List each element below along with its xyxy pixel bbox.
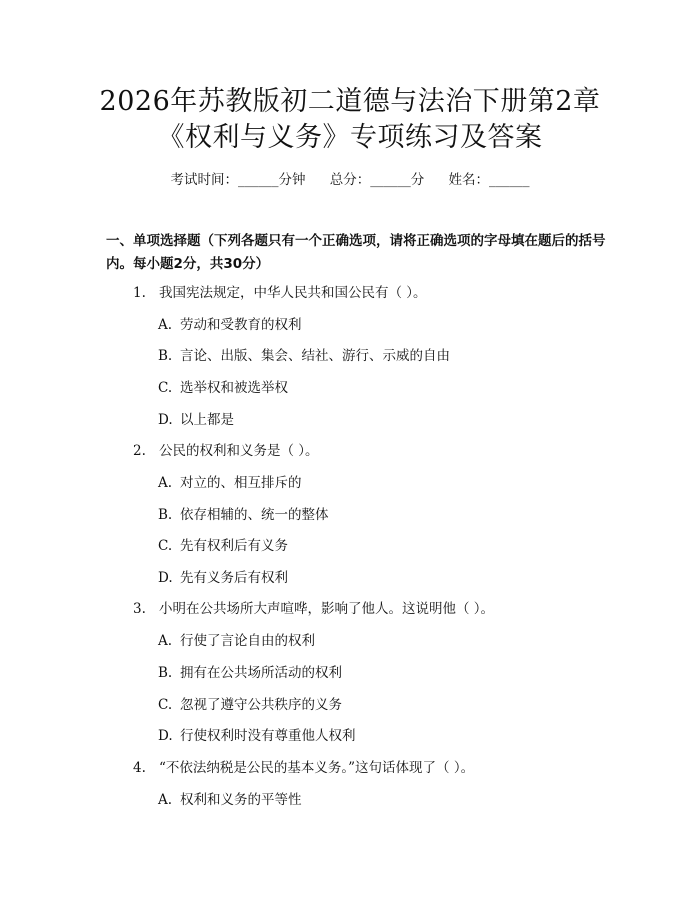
question-text: 我国宪法规定，中华人民共和国公民有（ ）。 — [159, 285, 427, 301]
option-letter: C. — [158, 697, 173, 713]
option-letter: D. — [158, 570, 173, 586]
question-number: 1. — [133, 285, 146, 301]
question-number: 3. — [133, 601, 146, 617]
option-letter: D. — [158, 728, 173, 744]
option-text: 选举权和被选举权 — [180, 380, 288, 396]
option-text: 行使权利时没有尊重他人权利 — [180, 728, 356, 744]
option-3b — [158, 663, 342, 683]
option-letter: C. — [158, 538, 173, 554]
option-3c — [158, 695, 342, 715]
option-1b — [158, 346, 450, 366]
question-1 — [133, 283, 427, 303]
exam-name-field: 姓名：______ — [448, 172, 530, 188]
document-title-line1: 2026年苏教版初二道德与法治下册第2章 — [99, 86, 601, 117]
option-text: 拥有在公共场所活动的权利 — [180, 665, 342, 681]
option-text: 以上都是 — [180, 412, 234, 428]
question-text: 公民的权利和义务是（ ）。 — [159, 443, 319, 459]
option-letter: C. — [158, 380, 173, 396]
option-1d — [158, 410, 234, 430]
option-letter: B. — [158, 507, 173, 523]
document-title-line2: 《权利与义务》专项练习及答案 — [157, 122, 543, 153]
option-text: 依存相辅的、统一的整体 — [180, 507, 329, 523]
exam-time-field: 考试时间：______分钟 — [170, 172, 306, 188]
option-2c — [158, 536, 288, 556]
question-text: 小明在公共场所大声喧哗，影响了他人。这说明他（ ）。 — [159, 601, 495, 617]
question-3 — [133, 599, 494, 619]
option-2a — [158, 473, 302, 493]
option-text: 言论、出版、集会、结社、游行、示威的自由 — [180, 348, 450, 364]
option-3d — [158, 726, 356, 746]
option-text: 行使了言论自由的权利 — [180, 633, 315, 649]
option-3a — [158, 631, 315, 651]
question-4 — [133, 758, 474, 778]
section-heading-single-choice: 一、单项选择题（下列各题只有一个正确选项，请将正确选项的字母填在题后的括号内。每小题2分，共30分） — [106, 233, 606, 272]
option-text: 先有权利后有义务 — [180, 538, 288, 554]
option-1a — [158, 315, 302, 335]
question-number: 4. — [133, 760, 146, 776]
exam-info — [0, 168, 700, 188]
option-1c — [158, 378, 288, 398]
option-text: 忽视了遵守公共秩序的义务 — [180, 697, 342, 713]
question-number: 2. — [133, 443, 146, 459]
option-letter: A. — [158, 317, 173, 333]
option-text: 权利和义务的平等性 — [180, 792, 302, 808]
exam-score-field: 总分：______分 — [329, 172, 425, 188]
option-text: 对立的、相互排斥的 — [180, 475, 302, 491]
option-text: 先有义务后有权利 — [180, 570, 288, 586]
option-letter: A. — [158, 633, 173, 649]
option-letter: A. — [158, 792, 173, 808]
option-letter: A. — [158, 475, 173, 491]
option-2b — [158, 505, 329, 525]
option-2d — [158, 568, 288, 588]
option-4a — [158, 790, 302, 810]
option-text: 劳动和受教育的权利 — [180, 317, 302, 333]
question-2 — [133, 441, 319, 461]
question-text: “不依法纳税是公民的基本义务。”这句话体现了（ ）。 — [159, 760, 475, 776]
option-letter: B. — [158, 348, 173, 364]
option-letter: B. — [158, 665, 173, 681]
option-letter: D. — [158, 412, 173, 428]
